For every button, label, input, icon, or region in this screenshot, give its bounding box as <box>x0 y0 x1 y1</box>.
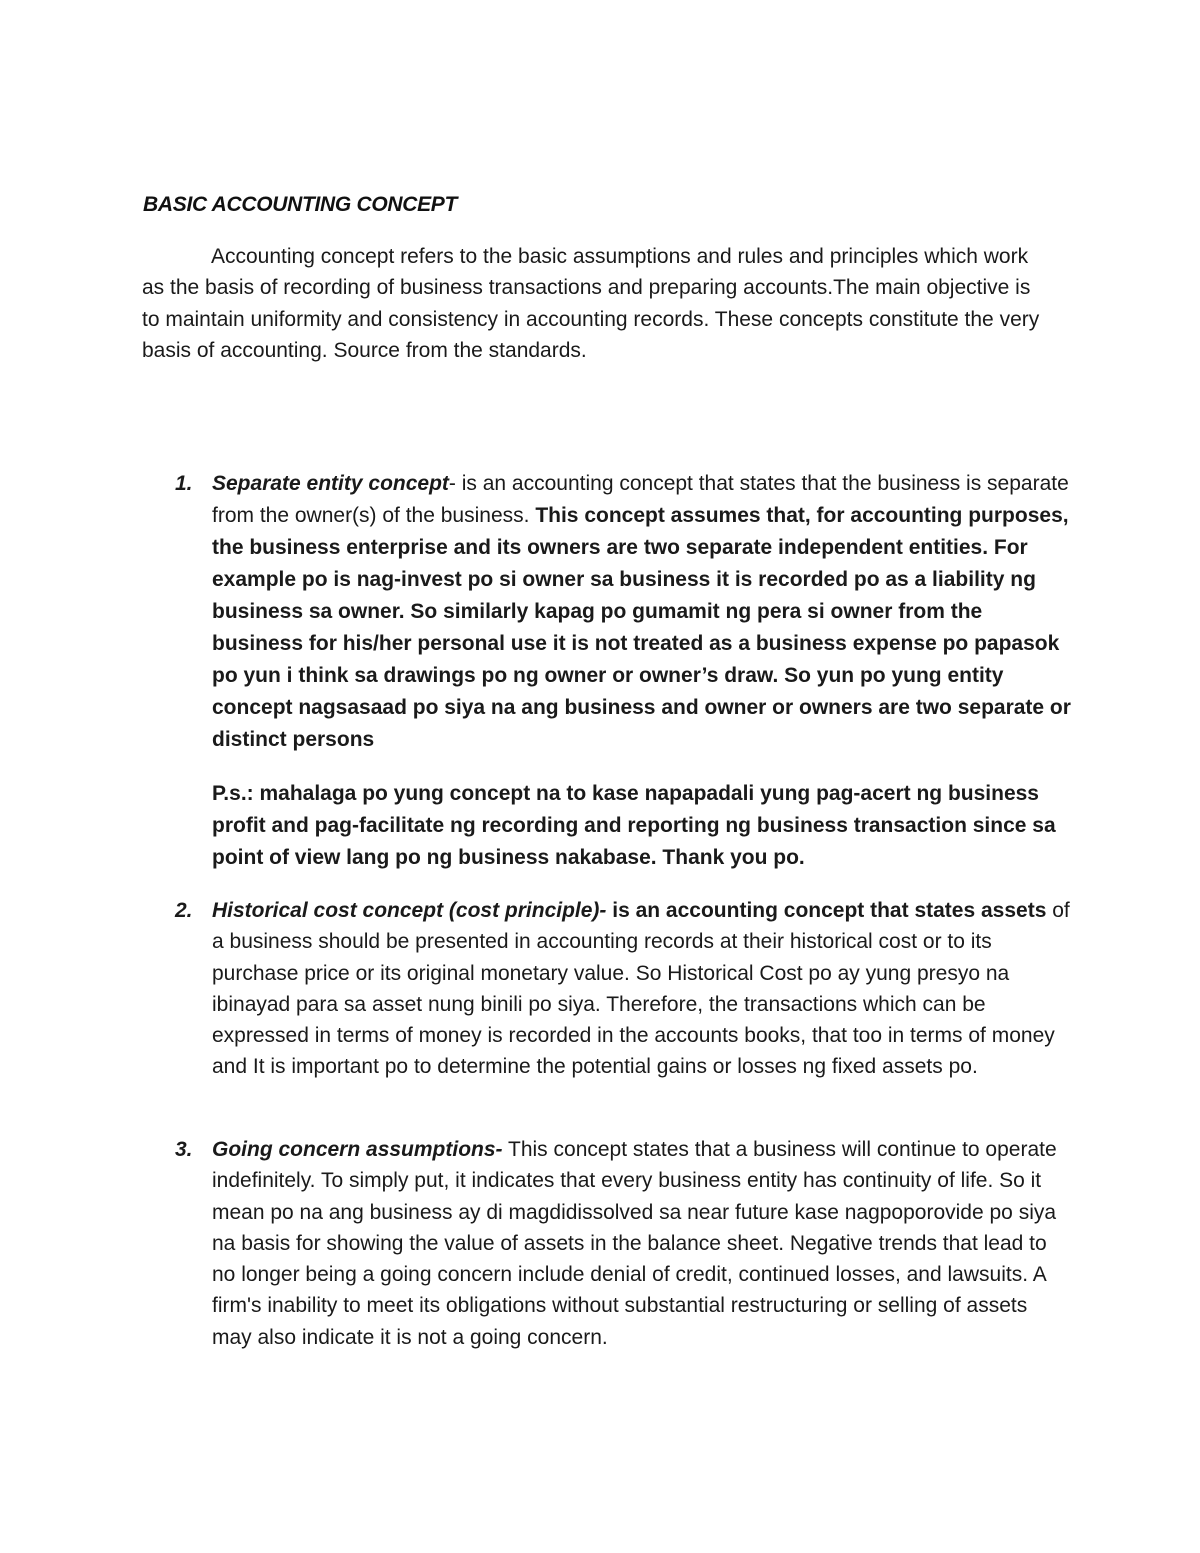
concept-term: Going concern assumptions- <box>212 1138 503 1161</box>
concept-text: This concept states that a business will continue to operate indefinitely. To simply put, it indicates that every business entity has continuity of life. So it mean po na ang business ay di magdidissolved sa near future kase nagpoporovide po siya na basis for showing the value of assets in the balance sheet. Negative trends that lead to no longer being a going concern include denial of credit, continued losses, and lawsuits. A firm's inability to meet its obligations without substantial restructuring or selling of assets may also indicate it is not a going concern. <box>212 1138 1057 1349</box>
concept-text: of a business should be presented in accounting records at their historical cost or to its purchase price or its original monetary value. So Historical Cost po ay yung presyo na ibinayad para sa asset nung binili po siya. Therefore, the transactions which can be expressed in terms of money is recorded in the accounts books, that too in terms of money and It is important po to determine the potential gains or losses ng fixed assets po. <box>212 899 1070 1079</box>
concept-text: - is an accounting concept that states that the business is separate from the owner(s) of the business. <box>212 472 1069 527</box>
list-item-number: 1. <box>175 472 193 495</box>
intro-paragraph: Accounting concept refers to the basic assumptions and rules and principles which work as the basis of recording of business transactions and preparing accounts.The main objective is to maintain uniformity and consistency in accounting records. These concepts constitute the very basis of accounting. Source from the standards. <box>142 245 1040 363</box>
postscript-note: P.s.: mahalaga po yung concept na to kase napapadali yung pag-acert ng business profit and pag-facilitate ng recording and reporting ng business transaction since sa point of view lang po ng business nakabase. Thank you po. <box>212 782 1056 869</box>
concept-term: Historical cost concept (cost principle)- <box>212 899 607 922</box>
concept-term: Separate entity concept <box>212 472 449 495</box>
concept-text-bold: This concept assumes that, for accounting purposes, the business enterprise and its owners are two separate independent entities. For example po is nag-invest po si owner sa business it is recorded po as a liability ng business sa owner. So similarly kapag po gumamit ng pera si owner from the business for his/her personal use it is not treated as a business expense po papasok po yun i think sa drawings po ng owner or owner’s draw. So yun po yung entity concept nagsasaad po siya na ang business and owner or owners are two separate or distinct persons <box>212 504 1071 751</box>
concept-text-bold: is an accounting concept that states assets <box>606 899 1047 922</box>
list-item-going-concern <box>175 1134 1072 1353</box>
list-item-number: 3. <box>175 1138 193 1161</box>
document-title: BASIC ACCOUNTING CONCEPT <box>143 193 458 216</box>
list-item-separate-entity <box>175 468 1072 756</box>
list-item-number: 2. <box>175 899 193 922</box>
list-item-historical-cost <box>175 895 1072 1083</box>
